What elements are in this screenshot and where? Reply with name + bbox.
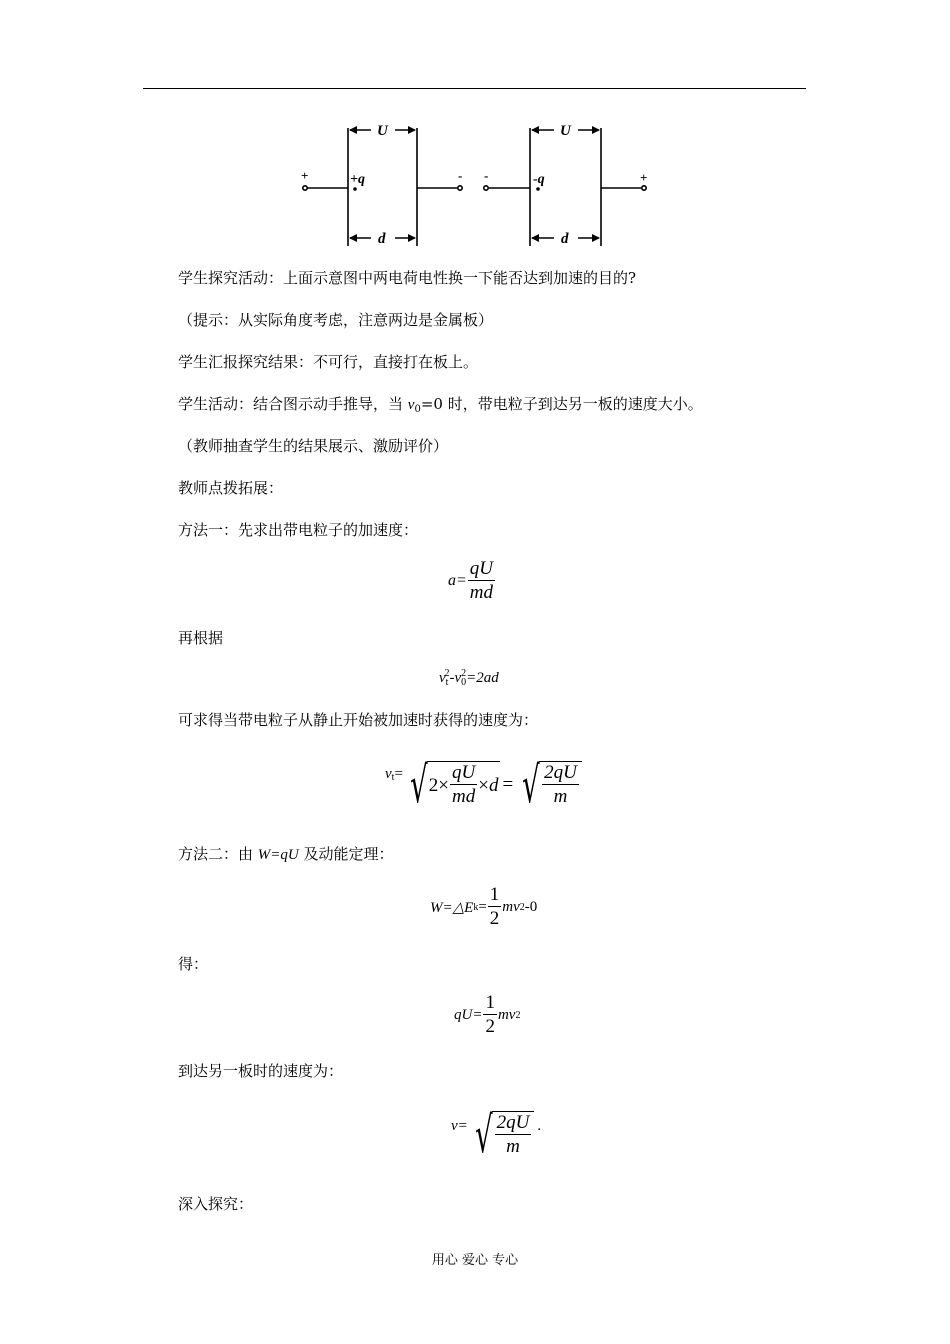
paragraph-deep-explore: 深入探究：: [178, 1195, 254, 1213]
right-terminal-sign-right: +: [640, 170, 648, 185]
eq4-sq: 2: [519, 902, 525, 913]
eq5-mv: mv: [497, 1007, 516, 1023]
eq4-k: k: [473, 902, 479, 913]
eq3-d: d: [488, 774, 499, 796]
eq2-v: v: [439, 670, 446, 686]
v0-sub: 0: [414, 404, 421, 415]
eq4-tail: -0: [524, 899, 538, 915]
eq3-eq: =: [394, 766, 403, 782]
eq1-num: qU: [469, 558, 494, 579]
eq6-num: 2qU: [496, 1112, 530, 1133]
left-gap-label: d: [378, 231, 386, 247]
equation-qu: [454, 992, 520, 1039]
eq3-num2: 2qU: [544, 762, 577, 783]
eq2-rhs: =2ad: [466, 670, 499, 686]
eq4-eq: =: [478, 899, 487, 915]
eq3-den2: m: [553, 786, 568, 807]
v0-var: v: [407, 397, 415, 413]
eq1-den: md: [469, 582, 494, 603]
eq3-t: t: [391, 772, 395, 783]
eq5-sq: 2: [515, 1010, 521, 1021]
paragraph-result: 学生汇报探究结果：不可行，直接打在板上。: [178, 353, 479, 371]
eq2-zero: 0: [461, 677, 467, 688]
eq6-den: m: [506, 1136, 520, 1157]
left-charge-label: +q: [350, 172, 365, 187]
eq3-v: v: [385, 766, 392, 782]
eq3-sqrt-2: √ $\frac{2qU}{m}$: [515, 760, 582, 810]
eq3-coef: 2: [428, 774, 439, 796]
eq1-lhs: a=: [448, 572, 467, 590]
eq3-times2: ×: [478, 774, 489, 796]
paragraph-derive-a: 学生活动：结合图示动手推导，当: [178, 395, 408, 413]
eq5-lhs: qU=: [454, 1007, 483, 1023]
paragraph-method-two: [178, 844, 394, 865]
eq6-lhs: v=: [451, 1118, 468, 1134]
paragraph-activity: 学生探究活动：上面示意图中两电荷电性换一下能否达到加速的目的?: [178, 269, 637, 287]
right-charge-label: -q: [533, 172, 545, 187]
paragraph-obtain: 可求得当带电粒子从静止开始被加速时获得的速度为：: [178, 711, 539, 729]
paragraph-arrive-speed: 到达另一板时的速度为：: [178, 1062, 344, 1080]
equation-velocity-one: [385, 756, 582, 814]
eq3-eq2: =: [502, 774, 514, 795]
method-two-b: 及动能定理：: [298, 845, 394, 863]
eq5-den: 2: [485, 1016, 495, 1037]
right-terminal-sign: -: [484, 168, 489, 183]
paragraph-teacher-extend: 教师点拨拓展：: [178, 479, 284, 497]
eq4-mv: mv: [502, 899, 520, 915]
equation-kinematics: [439, 668, 499, 688]
eq6-tail: .: [537, 1118, 542, 1134]
paragraph-derive: [178, 394, 703, 420]
paragraph-hint: （提示：从实际角度考虑，注意两边是金属板）: [178, 311, 494, 329]
eq1-fraction: [468, 558, 495, 605]
eq2-sq: 2: [444, 668, 450, 679]
eq3-den: md: [452, 786, 476, 807]
equation-final-velocity: v= √ $\frac{2qU}{m}$ .: [451, 1106, 542, 1164]
paragraph-get: 得：: [178, 955, 209, 973]
eq5-num: 1: [485, 992, 495, 1013]
left-voltage-label: U: [377, 123, 388, 139]
eq4-lhs: W=△E: [430, 900, 474, 916]
eq3-num: qU: [452, 762, 476, 783]
header-rule: [143, 88, 806, 89]
paragraph-teacher-check: （教师抽查学生的结果展示、激励评价）: [178, 437, 449, 455]
eq2-sq2: 2: [461, 668, 467, 679]
left-terminal-sign: +: [301, 168, 309, 183]
right-voltage-label: U: [560, 123, 571, 139]
method-two-a: 方法二：由: [178, 845, 258, 863]
paragraph-then-by: 再根据: [178, 629, 224, 647]
equation-acceleration: [448, 558, 496, 605]
capacitor-diagram: [295, 120, 665, 252]
equation-work-energy: [430, 884, 537, 931]
eq2-t: t: [445, 677, 449, 688]
page-footer: 用心 爱心 专心: [431, 1253, 519, 1268]
method-two-eq: W=qU: [257, 847, 299, 863]
eq3-sqrt-1: √ 2 × $\frac{qU}{md}$ × d: [410, 756, 499, 814]
eq4-den: 2: [489, 908, 500, 929]
left-terminal-sign-right: -: [458, 168, 463, 183]
paragraph-method-one: 方法一：先求出带电粒子的加速度：: [178, 521, 419, 539]
eq3-times: ×: [438, 774, 450, 796]
right-gap-label: d: [561, 231, 569, 247]
eq2-minus-v: -v: [449, 670, 462, 686]
eq4-num: 1: [489, 884, 500, 905]
paragraph-derive-b: =0 时，带电粒子到达另一板的速度大小。: [420, 395, 703, 413]
